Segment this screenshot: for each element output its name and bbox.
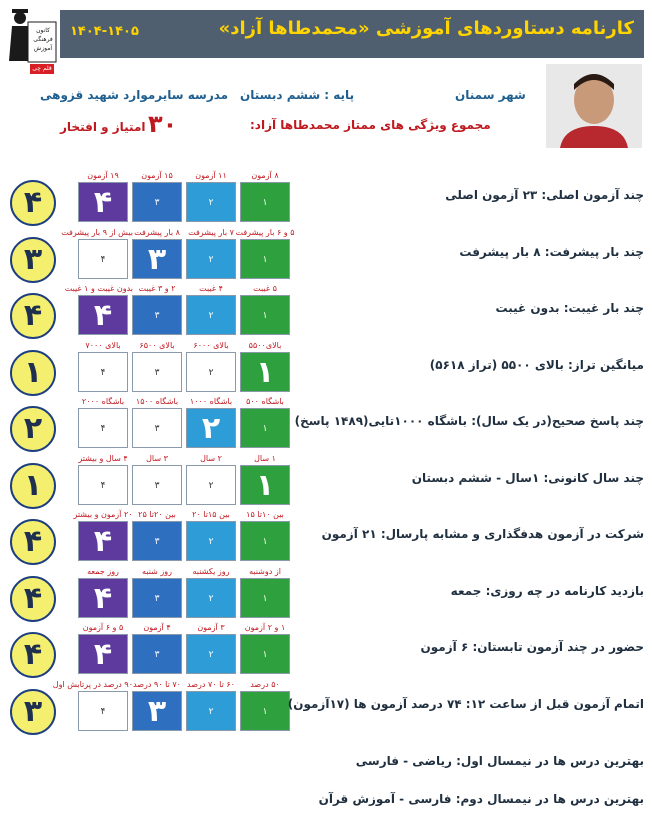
- level-box: ۱: [240, 578, 290, 618]
- row-score-badge: ۳: [10, 689, 56, 735]
- student-photo: [546, 64, 642, 148]
- row-score-badge: ۱: [10, 350, 56, 396]
- level-box: ۲: [186, 691, 236, 731]
- level-box: ۲: [186, 521, 236, 561]
- level-label: ۱۵ آزمون: [141, 171, 173, 180]
- level-label: ۴ غیبت: [199, 284, 223, 293]
- level-box: ۴: [78, 691, 128, 731]
- second-semester-best: بهترین درس ها در نیمسال دوم: فارسی - آموزش قرآن: [318, 792, 644, 806]
- level-box: ۱: [240, 408, 290, 448]
- row-question: چند بار پیشرفت: ۸ بار پیشرفت: [459, 244, 644, 259]
- achievement-row: [0, 170, 652, 226]
- level-box: ۳: [132, 691, 182, 731]
- level-label: ۱۹ آزمون: [87, 171, 119, 180]
- level-label: بالای ۷۰۰۰: [85, 340, 121, 350]
- level-label: ۷ بار پیشرفت: [188, 227, 234, 237]
- level-label: ۲ سال: [200, 453, 222, 463]
- level-box: ۲: [186, 182, 236, 222]
- row-question: چند سال کانونی: ۱سال - ششم دبستان: [411, 470, 644, 485]
- level-label: ۴ آزمون: [143, 623, 171, 632]
- row-score-badge: ۴: [10, 293, 56, 339]
- level-box: ۴: [78, 239, 128, 279]
- level-label: ۲ و ۳ غیبت: [138, 284, 176, 293]
- achievement-row: [0, 622, 652, 678]
- kanoon-logo: [6, 6, 58, 80]
- level-label: بالای ۶۰۰۰: [193, 340, 229, 350]
- level-box: ۱: [240, 465, 290, 505]
- level-box: ۲: [186, 239, 236, 279]
- level-box: ۲: [186, 295, 236, 335]
- level-label: بیش از ۹ بار پیشرفت: [61, 227, 133, 237]
- row-question: میانگین تراز: بالای ۵۵۰۰ (تراز ۵۶۱۸): [429, 357, 644, 372]
- logo-text: کانون فرهنگی آموزش: [33, 27, 53, 52]
- level-box: ۳: [132, 578, 182, 618]
- level-box: ۳: [132, 352, 182, 392]
- level-box: ۳: [132, 521, 182, 561]
- level-label: روز یکشنبه: [192, 566, 230, 576]
- level-label: باشگاه ۲۰۰۰: [81, 397, 125, 406]
- level-label: ۳ سال: [146, 453, 168, 463]
- row-score-badge: ۴: [10, 576, 56, 622]
- level-label: بدون غیبت و ۱ غیبت: [64, 284, 133, 293]
- school-label: مدرسه سایرموارد شهید قزوهی: [40, 88, 229, 102]
- level-box: ۲: [186, 352, 236, 392]
- level-box: ۳: [132, 465, 182, 505]
- level-box: ۱: [240, 634, 290, 674]
- achievement-row: [0, 679, 652, 735]
- achievement-row: [0, 509, 652, 565]
- achievement-row: [0, 227, 652, 283]
- achievement-row: [0, 453, 652, 509]
- city-label: شهر سمنان: [455, 88, 526, 102]
- level-label: ۴ سال و بیشتر: [78, 453, 128, 463]
- level-box: ۳: [132, 239, 182, 279]
- row-score-badge: ۴: [10, 519, 56, 565]
- summary-label: مجموع ویژگی های ممتاز محمدطاها آزاد:: [250, 118, 491, 132]
- level-box: ۲: [186, 634, 236, 674]
- row-question: بازدید کارنامه در چه روزی: جمعه: [450, 583, 644, 598]
- first-semester-best: بهترین درس ها در نیمسال اول: ریاضی - فارسی: [355, 754, 644, 768]
- achievement-row: [0, 396, 652, 452]
- level-box: ۱: [240, 521, 290, 561]
- total-score: ۳۰: [148, 110, 178, 138]
- page-title: کارنامه دستاوردهای آموزشی «محمدطاها آزاد»: [218, 18, 634, 39]
- row-question: چند آزمون اصلی: ۲۳ آزمون اصلی: [445, 188, 644, 202]
- level-box: ۳: [132, 182, 182, 222]
- level-box: ۱: [240, 691, 290, 731]
- logo-badge: قلم چی: [32, 65, 52, 72]
- level-label: ۸ آزمون: [251, 171, 279, 180]
- row-question: چند بار غیبت: بدون غیبت: [495, 301, 644, 315]
- level-box: ۱: [240, 239, 290, 279]
- row-score-badge: ۴: [10, 180, 56, 226]
- row-question: شرکت در آزمون هدفگذاری و مشابه پارسال: ۲۱ آزمون: [321, 527, 644, 541]
- level-label: بین ۲۰تا ۲۵: [138, 510, 176, 519]
- level-label: ۱ و ۲ آزمون: [244, 623, 286, 632]
- level-label: باشگاه ۵۰۰: [246, 397, 284, 406]
- level-label: ۷۰ تا ۹۰ درصد: [133, 679, 181, 689]
- level-box: ۳: [132, 634, 182, 674]
- level-box: ۲: [186, 408, 236, 448]
- level-box: ۳: [132, 295, 182, 335]
- row-question: اتمام آزمون قبل از ساعت ۱۲: ۷۴ درصد آزمون ها (۱۷آزمون): [287, 696, 644, 711]
- row-score-badge: ۱: [10, 463, 56, 509]
- row-score-badge: ۲: [10, 406, 56, 452]
- achievement-row: [0, 340, 652, 396]
- level-box: ۴: [78, 408, 128, 448]
- level-box: ۱: [240, 182, 290, 222]
- level-box: ۲: [186, 465, 236, 505]
- level-label: بین ۱۰تا ۱۵: [246, 510, 284, 519]
- level-label: ۵ و ۶ بار پیشرفت: [235, 227, 295, 237]
- level-label: بین ۱۵تا ۲۰: [192, 510, 230, 519]
- level-box: ۳: [132, 408, 182, 448]
- level-label: باشگاه ۱۵۰۰: [135, 397, 179, 406]
- level-box: ۴: [78, 352, 128, 392]
- year-range: ۱۴۰۴-۱۴۰۵: [70, 24, 139, 39]
- level-box: ۱: [240, 352, 290, 392]
- row-question: حضور در چند آزمون تابستان: ۶ آزمون: [420, 640, 644, 654]
- level-label: بالای۵۵۰۰: [248, 340, 282, 350]
- level-box: ۴: [78, 182, 128, 222]
- level-label: ۵ غیبت: [253, 284, 277, 293]
- level-box: ۴: [78, 521, 128, 561]
- level-label: ۱۱ آزمون: [195, 171, 227, 180]
- level-box: ۴: [78, 578, 128, 618]
- achievement-row: [0, 566, 652, 622]
- level-box: ۱: [240, 295, 290, 335]
- header-bar: [60, 10, 644, 58]
- level-label: ۱ سال: [254, 453, 276, 463]
- level-label: ۹۰ درصد در پرتابش اول: [52, 679, 133, 689]
- level-box: ۴: [78, 465, 128, 505]
- level-label: ۲۰ آزمون و بیشتر: [73, 510, 133, 519]
- grade-label: پایه : ششم دبستان: [240, 88, 355, 102]
- level-box: ۴: [78, 295, 128, 335]
- level-label: روز شنبه: [142, 566, 172, 576]
- row-question: چند پاسخ صحیح(در یک سال): باشگاه ۱۰۰۰تایی(۱۴۸۹ پاسخ): [294, 414, 644, 428]
- level-label: ۳ آزمون: [197, 623, 225, 632]
- score-label: امتیاز و افتخار: [60, 120, 146, 134]
- row-score-badge: ۴: [10, 632, 56, 678]
- level-label: ۸ بار پیشرفت: [134, 227, 180, 237]
- level-label: باشگاه ۱۰۰۰: [189, 397, 233, 406]
- level-box: ۲: [186, 578, 236, 618]
- level-label: بالای ۶۵۰۰: [139, 340, 175, 350]
- level-label: ۵۰ درصد: [250, 679, 280, 689]
- level-label: از دوشنبه: [249, 566, 281, 576]
- level-label: ۵ و ۶ آزمون: [82, 623, 124, 632]
- row-score-badge: ۳: [10, 237, 56, 283]
- level-box: ۴: [78, 634, 128, 674]
- level-label: روز جمعه: [87, 566, 119, 576]
- level-label: ۶۰ تا ۷۰ درصد: [187, 679, 235, 689]
- achievement-row: [0, 283, 652, 339]
